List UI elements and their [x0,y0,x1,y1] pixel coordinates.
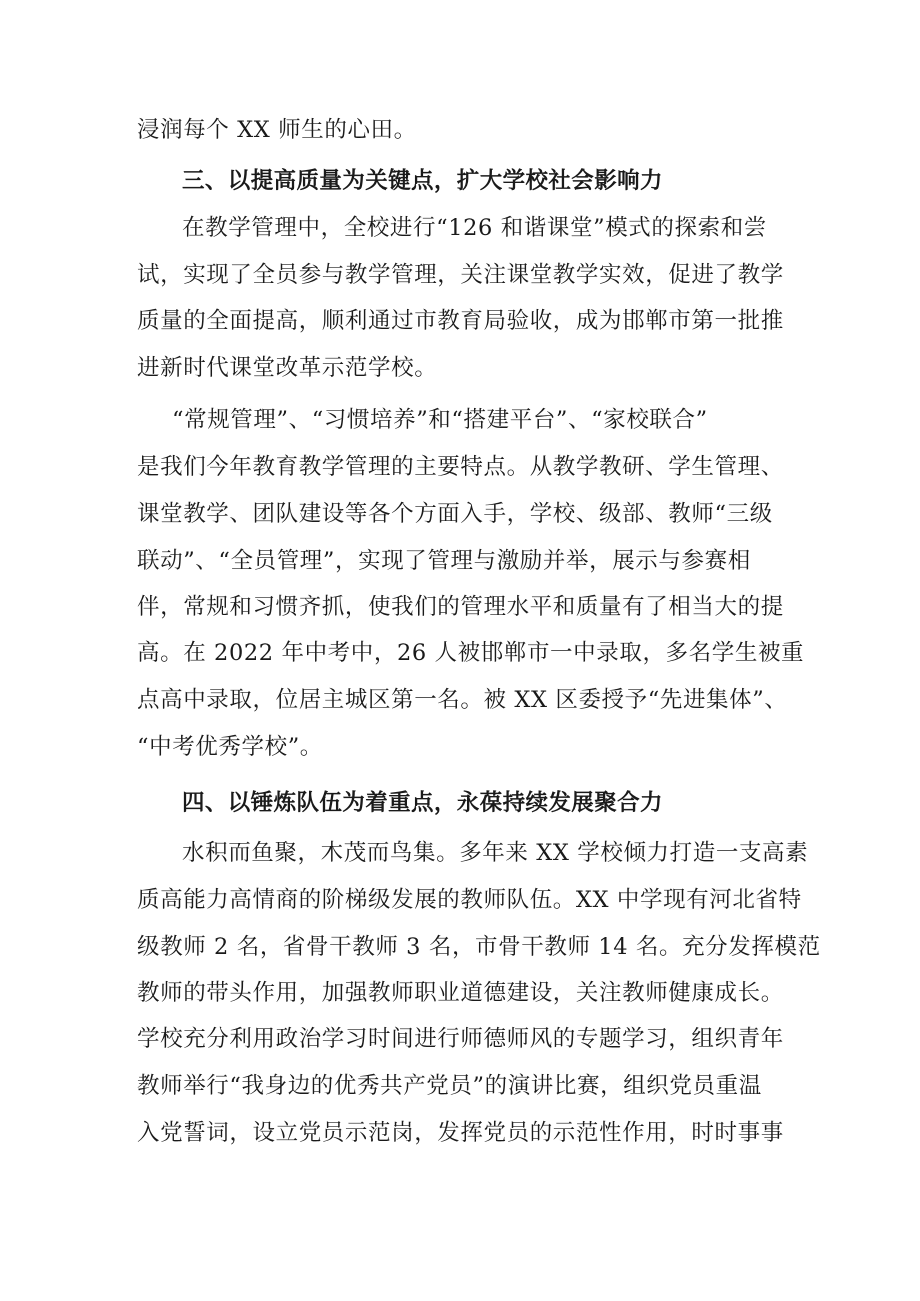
body-line: 浸润每个 XX 师生的心田。 [137,117,417,143]
body-line: 点高中录取，位居主城区第一名。被 XX 区委授予“先进集体”、 [137,687,788,713]
body-line: 是我们今年教育教学管理的主要特点。从教学教研、学生管理、 [137,454,784,480]
body-line: 入党誓词，设立党员示范岗，发挥党员的示范性作用，时时事事 [137,1120,784,1146]
body-line: 教师举行“我身边的优秀共产党员”的演讲比赛，组织党员重温 [137,1073,762,1099]
body-line: “中考优秀学校”。 [137,734,323,760]
body-line: 水积而鱼聚，木茂而鸟集。多年来 XX 学校倾力打造一支高素 [182,840,809,866]
body-line: 质高能力高情商的阶梯级发展的教师队伍。XX 中学现有河北省特 [137,887,802,913]
section-heading: 三、以提高质量为关键点，扩大学校社会影响力 [182,168,663,194]
body-line: 联动”、“全员管理”，实现了管理与激励并举，展示与参赛相 [137,548,751,574]
body-line: “常规管理”、“习惯培养”和“搭建平台”、“家校联合” [172,407,708,433]
body-line: 级教师 2 名，省骨干教师 3 名，市骨干教师 14 名。充分发挥模范 [137,934,821,960]
body-line: 教师的带头作用，加强教师职业道德建设，关注教师健康成长。 [137,980,784,1006]
body-line: 质量的全面提高，顺利通过市教育局验收，成为邯郸市第一批推 [137,308,784,334]
body-line: 伴，常规和习惯齐抓，使我们的管理水平和质量有了相当大的提 [137,594,784,620]
section-heading: 四、以锤炼队伍为着重点，永葆持续发展聚合力 [182,790,663,816]
body-line: 进新时代课堂改革示范学校。 [137,355,438,381]
body-line: 试，实现了全员参与教学管理，关注课堂教学实效，促进了教学 [137,262,784,288]
body-line: 高。在 2022 年中考中，26 人被邯郸市一中录取，多名学生被重 [137,640,805,666]
body-line: 学校充分利用政治学习时间进行师德师风的专题学习，组织青年 [137,1026,784,1052]
body-line: 在教学管理中，全校进行“126 和谐课堂”模式的探索和尝 [182,215,767,241]
body-line: 课堂教学、团队建设等各个方面入手，学校、级部、教师“三级 [137,501,773,527]
